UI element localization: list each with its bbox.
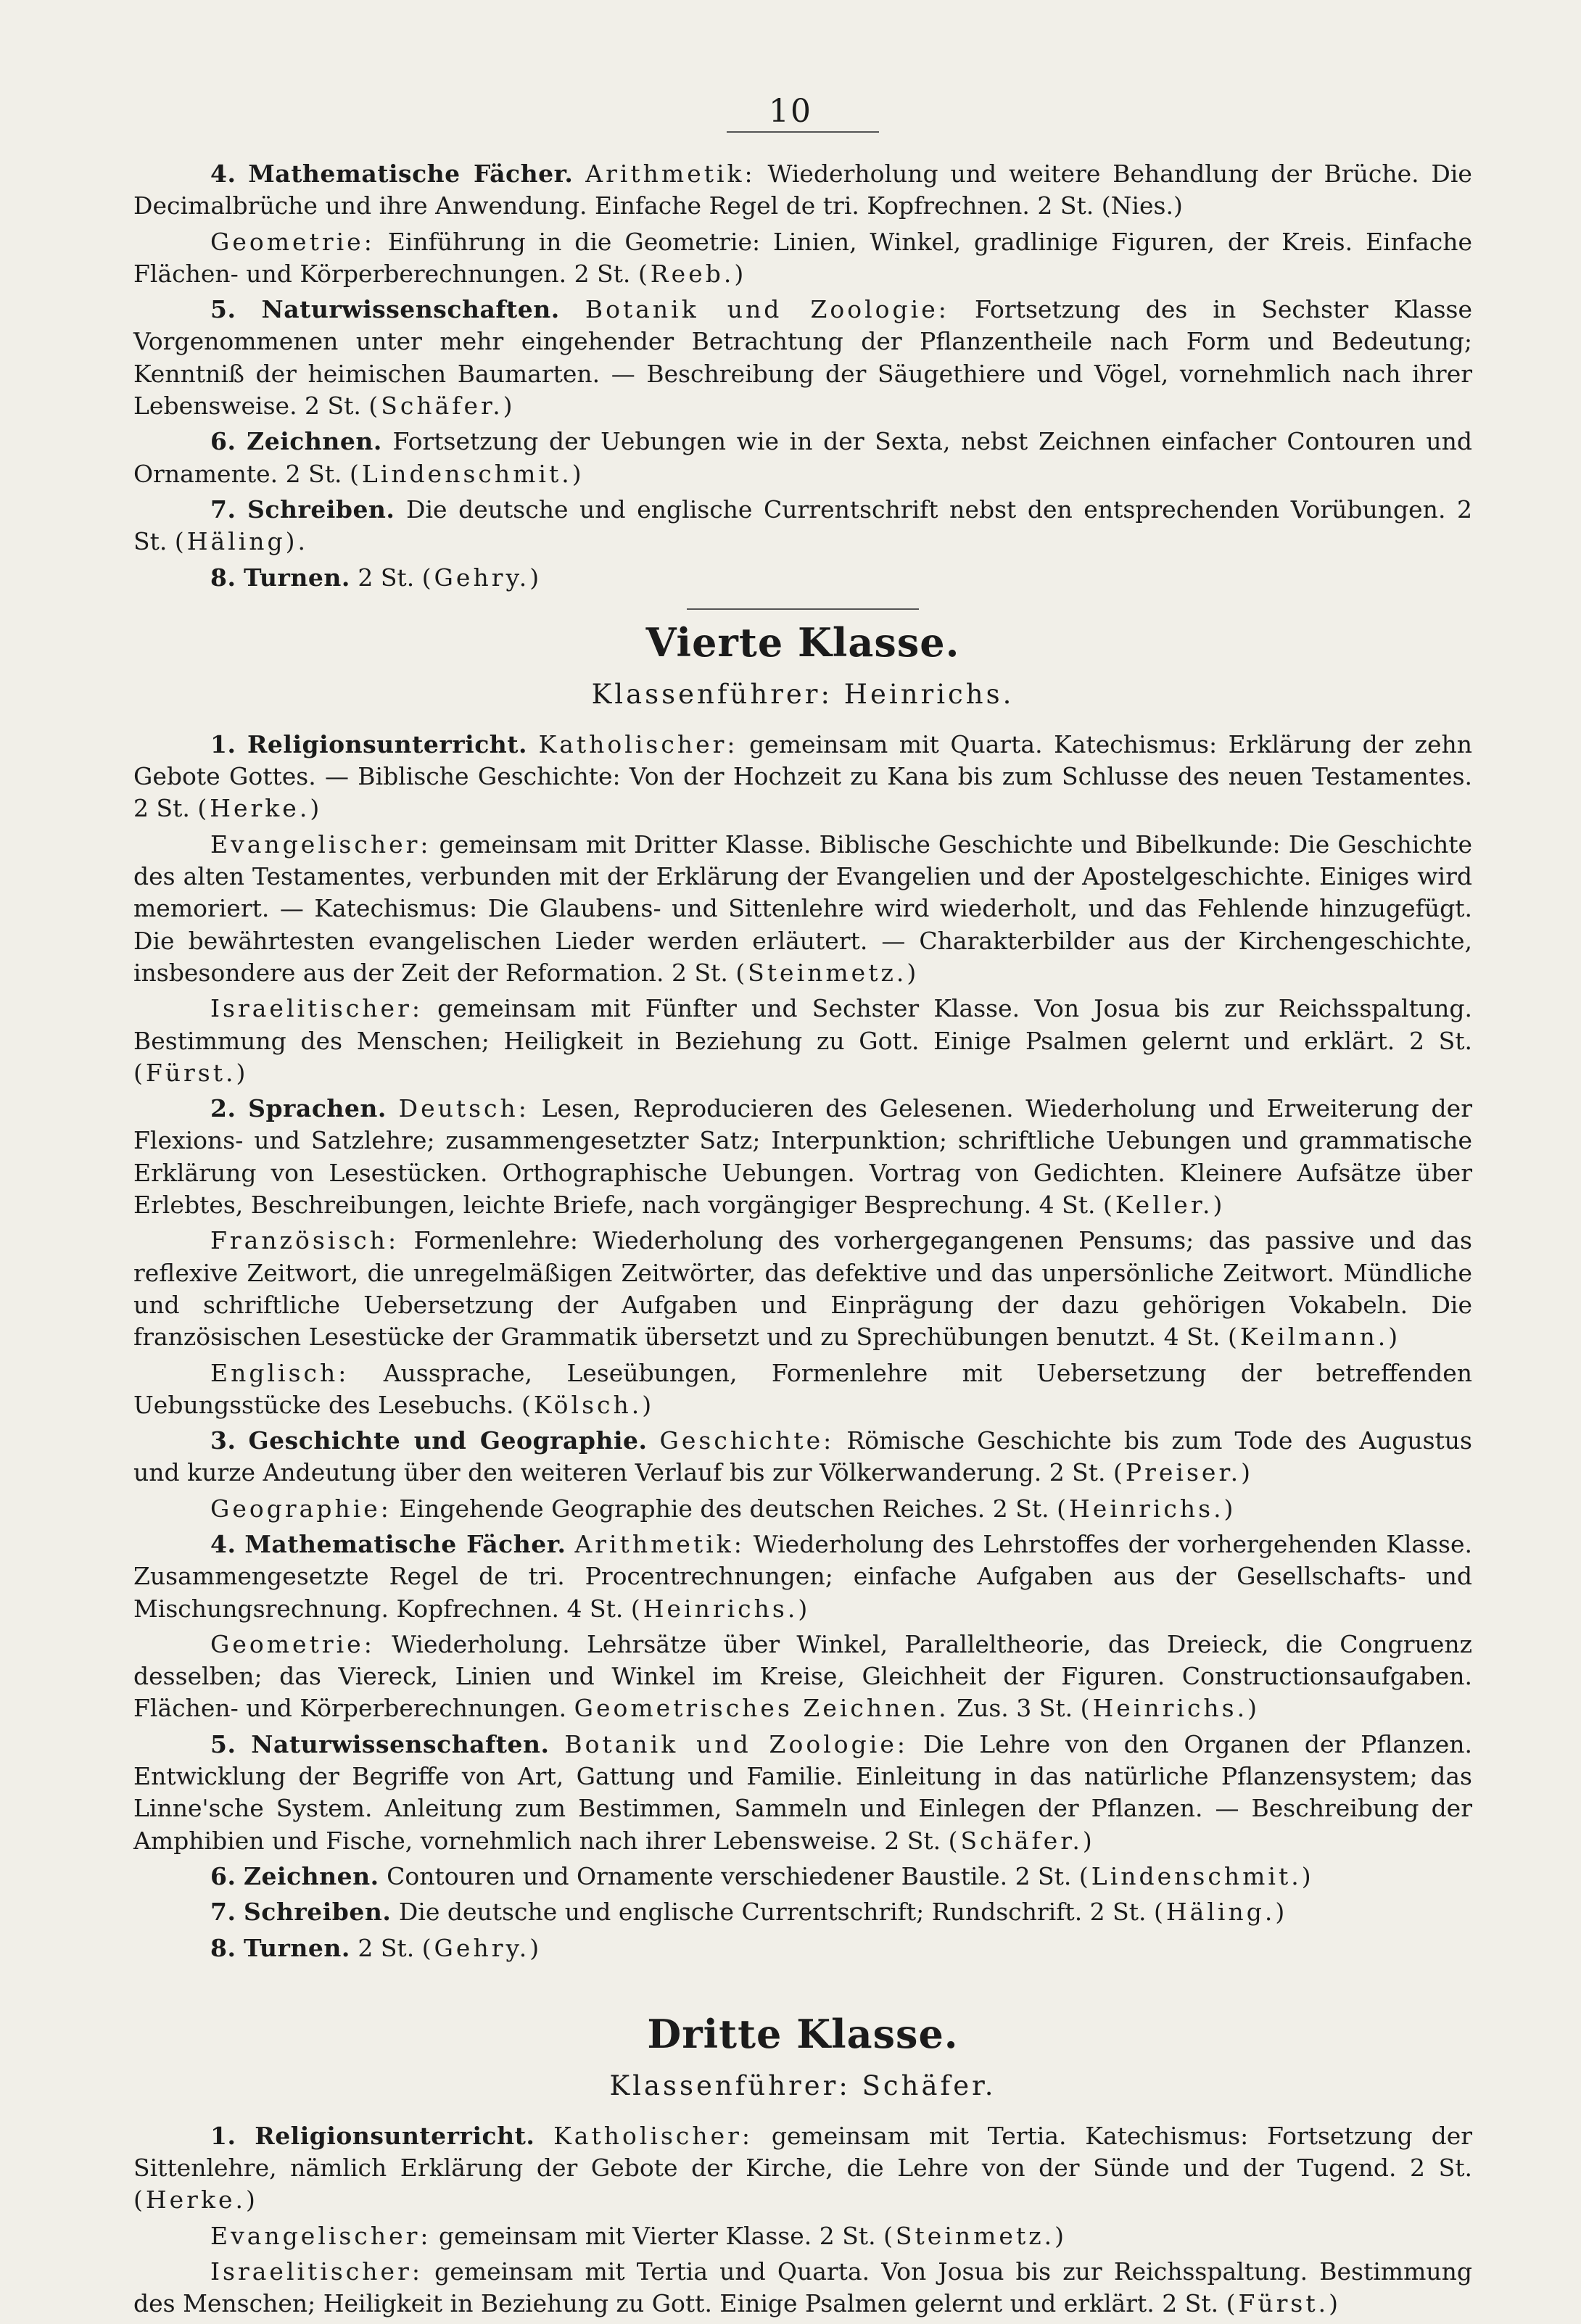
subject-heading: Religionsunterricht. bbox=[255, 2121, 535, 2150]
paragraph-religion-jewish: Israelitischer: gemeinsam mit Tertia und Quarta. Von Josua bis zur Reichsspaltung. Bestimmung des Menschen; Heiligkeit in Beziehung zu Gott. Einige Psalmen gelernt und erklärt. 2 St. (Fürst.) bbox=[133, 2257, 1472, 2318]
paragraph-french: Französisch: Formenlehre: Wiederholung des vorhergegangenen Pensums; das passive und das reflexive Zeitwort, die unregelmäßigen Zeitwörter, das defektive und das unpersönliche Zeitwort. Mündliche und schriftliche Uebersetzung der Aufgaben und Einprägung der dazu gehörigen Vokabeln. Die französischen Lesestücke der Grammatik übersetzt und zu Sprechübungen benutzt. 4 St. (Keilmann.) bbox=[133, 1226, 1472, 1352]
section-gap bbox=[133, 1968, 1472, 2006]
page-number: 10 bbox=[769, 93, 812, 130]
subject-label: Katholischer: bbox=[553, 2121, 754, 2150]
teacher-name: (Herke.) bbox=[197, 794, 323, 823]
teacher-name: (Häling.) bbox=[1154, 1898, 1288, 1927]
paragraph-religion-protestant: Evangelischer: gemeinsam mit Dritter Klasse. Biblische Geschichte und Bibelkunde: Die Geschichte des alten Testamentes, verbunden mit der Erklärung der Evangelien und der Apostelgeschichte. Einiges wird memoriert. — Katechismus: Die Glaubens- und Sittenlehre wird wiederholt, und das Fehlende hinzugefügt. Die bewährtesten evangelischen Lieder werden erläutert. — Charakterbilder aus der Kirchengeschichte, insbesondere aus der Zeit der Reformation. 2 St. (Steinmetz.) bbox=[133, 830, 1472, 987]
subject-heading: Zeichnen. bbox=[243, 1861, 379, 1890]
subject-label: Geometrie: bbox=[210, 1629, 375, 1658]
paragraph-geography: Geographie: Eingehende Geographie des deutschen Reiches. 2 St. (Heinrichs.) bbox=[210, 1494, 1237, 1523]
paragraph-religion-catholic: 1. Religionsunterricht. Katholischer: gemeinsam mit Tertia. Katechismus: Fortsetzung der Sittenlehre, nämlich Erklärung der Gebote der Kirche, die Lehre von der Sünde und der Tugend. 2 St. (Herke.) bbox=[133, 2121, 1472, 2215]
paragraph-math-geometry: Geometrie: Einführung in die Geometrie: Linien, Winkel, gradlinige Figuren, der Kreis. Einfache Flächen- und Körperberechnungen. 2 St. (Reeb.) bbox=[133, 227, 1473, 288]
teacher-name: (Steinmetz.) bbox=[883, 2221, 1067, 2250]
paragraph-gym: 8. Turnen. 2 St. (Gehry.) bbox=[210, 563, 542, 592]
teacher-name: (Schäfer.) bbox=[948, 1826, 1095, 1855]
teacher-name: (Keilmann.) bbox=[1228, 1323, 1401, 1352]
paragraph-arithmetic: 4. Mathematische Fächer. Arithmetik: Wiederholung des Lehrstoffes der vorhergehenden Klasse. Zusammengesetzte Regel de tri. Procentrechnungen; einfache Aufgaben aus der Gesellschafts- und Mischungsrechnung. Kopfrechnen. 4 St. (Heinrichs.) bbox=[133, 1529, 1472, 1623]
paragraph-history: 3. Geschichte und Geographie. Geschichte: Römische Geschichte bis zum Tode des Augustus und kurze Andeutung über den weiteren Verlauf bis zur Völkerwanderung. 2 St. (Preiser.) bbox=[133, 1426, 1472, 1487]
subject-label: Geometrisches Zeichnen. bbox=[574, 1694, 949, 1723]
subject-heading: Religionsunterricht. bbox=[247, 729, 528, 758]
subject-label: Französisch: bbox=[210, 1226, 400, 1255]
subject-heading: Geschichte und Geographie. bbox=[248, 1426, 648, 1455]
teacher-name: (Lindenschmit.) bbox=[1078, 1861, 1314, 1890]
subject-label: Arithmetik: bbox=[585, 160, 756, 188]
subject-label: Israelitischer: bbox=[210, 2257, 423, 2286]
section-title-vierte: Vierte Klasse. bbox=[645, 619, 960, 666]
teacher-name: (Gehry.) bbox=[421, 1933, 542, 1962]
paragraph-religion-protestant: Evangelischer: gemeinsam mit Vierter Klasse. 2 St. (Steinmetz.) bbox=[210, 2221, 1067, 2250]
page-number-rule bbox=[727, 131, 879, 133]
subject-label: Geographie: bbox=[210, 1494, 392, 1523]
paragraph-math-arithmetic: 4. Mathematische Fächer. Arithmetik: Wiederholung und weitere Behandlung der Brüche. Die Decimalbrüche und ihre Anwendung. Einfache Regel de tri. Kopfrechnen. 2 St. (Nies.) bbox=[133, 160, 1472, 220]
teacher-name: (Keller.) bbox=[1103, 1191, 1226, 1220]
class-leader-dritte: Klassenführer: Schäfer. bbox=[609, 2069, 996, 2101]
teacher-name: (Fürst.) bbox=[1226, 2289, 1341, 2318]
subject-label: Geometrie: bbox=[210, 227, 375, 256]
subject-label: Englisch: bbox=[210, 1358, 350, 1387]
subject-heading: Mathematische Fächer. bbox=[244, 1529, 566, 1558]
teacher-name: (Fürst.) bbox=[133, 1058, 249, 1087]
teacher-name: (Lindenschmit.) bbox=[349, 459, 585, 488]
teacher-name: (Preiser.) bbox=[1113, 1458, 1253, 1487]
paragraph-religion-jewish: Israelitischer: gemeinsam mit Fünfter und Sechster Klasse. Von Josua bis zur Reichsspaltung. Bestimmung des Menschen; Heiligkeit in Beziehung zu Gott. Einige Psalmen gelernt und erklärt. 2 St. (Fürst.) bbox=[133, 994, 1472, 1087]
subject-heading: Naturwissenschaften. bbox=[261, 295, 560, 324]
class-leader-vierte: Klassenführer: Heinrichs. bbox=[591, 678, 1015, 710]
subject-heading: Turnen. bbox=[243, 1933, 350, 1962]
subject-heading: Mathematische Fächer. bbox=[248, 160, 574, 188]
page-content bbox=[133, 158, 1472, 2324]
paragraph-nature: 5. Naturwissenschaften. Botanik und Zoologie: Fortsetzung des in Sechster Klasse Vorgenommenen unter mehr eingehender Betrachtung der Pflanzentheile nach Form und Bedeutung; Kenntniß der heimischen Baumarten. — Beschreibung der Säugethiere und Vögel, vornehmlich nach ihrer Lebensweise. 2 St. (Schäfer.) bbox=[133, 295, 1472, 421]
subject-heading: Zeichnen. bbox=[247, 427, 382, 456]
teacher-name: (Schäfer.) bbox=[368, 392, 516, 421]
teacher-name: (Kölsch.) bbox=[521, 1390, 655, 1419]
subject-heading: Naturwissenschaften. bbox=[251, 1729, 550, 1758]
subject-label: Evangelischer: bbox=[210, 830, 432, 859]
paragraph-writing: 7. Schreiben. Die deutsche und englische Currentschrift; Rundschrift. 2 St. (Häling.) bbox=[210, 1898, 1288, 1927]
teacher-name: (Heinrichs.) bbox=[630, 1594, 811, 1623]
subject-heading: Turnen. bbox=[243, 563, 350, 592]
subject-label: Arithmetik: bbox=[574, 1529, 745, 1558]
teacher-name: (Gehry.) bbox=[421, 563, 542, 592]
subject-heading: Schreiben. bbox=[243, 1898, 392, 1927]
paragraph-german: 2. Sprachen. Deutsch: Lesen, Reproducieren des Gelesenen. Wiederholung und Erweiterung der Flexions- und Satzlehre; zusammengesetzter Satz; Interpunktion; schriftliche Uebungen und grammatische Erklärung von Lesestücken. Orthographische Uebungen. Vortrag von Gedichten. Kleinere Aufsätze über Erlebtes, Beschreibungen, leichte Briefe, nach vorgängiger Besprechung. 4 St. (Keller.) bbox=[133, 1094, 1472, 1220]
subject-label: Evangelischer: bbox=[210, 2221, 432, 2250]
paragraph-english: Englisch: Aussprache, Leseübungen, Formenlehre mit Uebersetzung der betreffenden Uebungsstücke des Lesebuchs. (Kölsch.) bbox=[133, 1358, 1472, 1419]
subject-label: Botanik und Zoologie: bbox=[564, 1729, 908, 1758]
subject-heading: Sprachen. bbox=[248, 1094, 387, 1123]
teacher-name: (Reeb.) bbox=[637, 259, 747, 288]
teacher-name: (Herke.) bbox=[133, 2186, 258, 2215]
paragraph-nature: 5. Naturwissenschaften. Botanik und Zoologie: Die Lehre von den Organen der Pflanzen. Entwicklung der Begriffe von Art, Gattung und Familie. Einleitung in das natürliche Pflanzensystem; das Linne'sche System. Anleitung zum Bestimmen, Sammeln und Einlegen der Pflanzen. — Beschreibung der Amphibien und Fische, vornehmlich nach ihrer Lebensweise. 2 St. (Schäfer.) bbox=[133, 1729, 1472, 1855]
teacher-name: (Heinrichs.) bbox=[1080, 1694, 1260, 1723]
subject-label: Geschichte: bbox=[659, 1426, 835, 1455]
paragraph-gym: 8. Turnen. 2 St. (Gehry.) bbox=[210, 1933, 542, 1962]
subject-label: Deutsch: bbox=[398, 1094, 529, 1123]
section-divider bbox=[687, 608, 919, 610]
teacher-name: (Heinrichs.) bbox=[1057, 1494, 1237, 1523]
subject-heading: Schreiben. bbox=[247, 495, 395, 524]
paragraph-drawing: 6. Zeichnen. Contouren und Ornamente verschiedener Baustile. 2 St. (Lindenschmit.) bbox=[210, 1861, 1314, 1890]
subject-label: Katholischer: bbox=[538, 729, 738, 758]
teacher-name: (Steinmetz.) bbox=[735, 958, 920, 987]
paragraph-writing: 7. Schreiben. Die deutsche und englische Currentschrift nebst den entsprechenden Vorübungen. 2 St. (Häling). bbox=[133, 495, 1472, 556]
subject-label: Botanik und Zoologie: bbox=[585, 295, 949, 324]
paragraph-religion-catholic: 1. Religionsunterricht. Katholischer: gemeinsam mit Quarta. Katechismus: Erklärung der zehn Gebote Gottes. — Biblische Geschichte: Von der Hochzeit zu Kana bis zum Schlusse des neuen Testamentes. 2 St. (Herke.) bbox=[133, 729, 1473, 823]
paragraph-geometry: Geometrie: Wiederholung. Lehrsätze über Winkel, Paralleltheorie, das Dreieck, die Congruenz desselben; das Viereck, Linien und Winkel im Kreise, Gleichheit der Figuren. Constructionsaufgaben. Flächen- und Körperberechnungen. Geometrisches Zeichnen. Zus. 3 St. (Heinrichs.) bbox=[133, 1629, 1473, 1723]
subject-label: Israelitischer: bbox=[210, 994, 423, 1023]
section-title-dritte: Dritte Klasse. bbox=[647, 2010, 959, 2057]
teacher-name: (Häling). bbox=[174, 527, 309, 556]
paragraph-drawing: 6. Zeichnen. Fortsetzung der Uebungen wie in der Sexta, nebst Zeichnen einfacher Contouren und Ornamente. 2 St. (Lindenschmit.) bbox=[133, 427, 1472, 488]
